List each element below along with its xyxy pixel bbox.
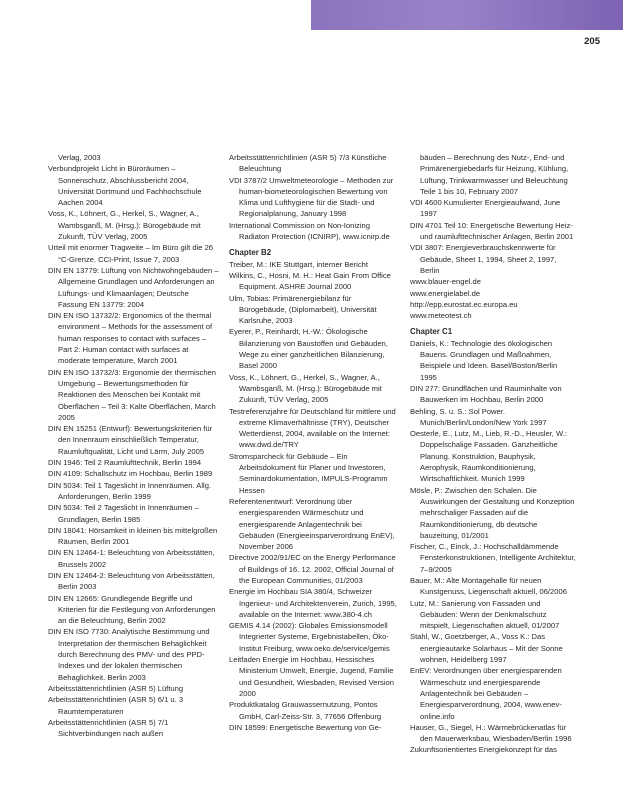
reference-entry: Energie im Hochbau SIA 380/4, Schweizer Ingenieur- und Architektenverein, Zurich, 1995, available on the Internet: www.380-4.ch [229, 587, 397, 619]
reference-entry: Stahl, W., Goetzberger, A., Voss K.: Das energieautarke Solarhaus – Mit der Sonne wohnen, Heidelberg 1997 [410, 632, 563, 665]
reference-entry: Arbeitsstättenrichtlinien (ASR 5) Lüftung [48, 683, 184, 693]
reference-entry: Behling, S. u. S.: Sol Power. Munich/Berlin/London/New York 1997 [410, 406, 547, 427]
reference-entry: International Commission on Non-Ionizing Radiaton Protection (ICNIRP), www.icnirp.de [229, 220, 390, 242]
reference-entry: Arbeitsstättenrichtlinien (ASR 5) 7/1 Sichtverbindungen nach außen [48, 717, 169, 739]
reference-entry: DIN EN ISO 13732/3: Ergonomie der thermischen Umgebung – Bewertungsmethoden für Reaktionen des Menschen bei Kontakt mit Oberflächen – Teil 3: Kalte Oberflächen, March 2005 [48, 367, 216, 422]
reference-entry: DIN EN 13779: Lüftung von Nichtwohngebäuden – Allgemeine Grundlagen und Anforderungen an Lüftungs- und Klimaanlagen; Deutsche Fassung EN 13779: 2004 [48, 265, 219, 309]
reference-entry: DIN EN 12464-2: Beleuchtung von Arbeitsstätten, Berlin 2003 [48, 570, 215, 592]
reference-entry: Fischer, C., Einck, J.: Hochschalldämmende Fensterkonstruktionen, Intelligente Architektur, 7–9/2005 [410, 542, 576, 574]
reference-entry: VDI 4600 Kumulierter Energieaufwand, June 1997 [410, 198, 561, 219]
section-heading: Chapter B2 [229, 248, 272, 258]
reference-entry: Arbeitsstättenrichtlinien (ASR 5) 7/3 Künstliche Beleuchtung [229, 153, 387, 174]
reference-entry: Referentenentwurf: Verordnung über energiesparenden Wärmeschutz und energiesparende Anlagentechnik bei Gebäuden (Energieeinsparverordnung EnEV), November 2006 [229, 496, 395, 552]
reference-entry: DIN 1946: Teil 2 Raumlufttechnik, Berlin 1994 [48, 458, 202, 468]
references-column-middle [229, 152, 397, 733]
section-heading: Chapter C1 [410, 327, 453, 337]
reference-entry: Arbeitsstättenrichtlinien (ASR 5) 6/1 u. 3 Raumtemperaturen [48, 695, 184, 716]
reference-entry: Wilkins, C., Hosni, M. H.: Heat Gain From Office Equipment. ASHRE Journal 2000 [229, 270, 391, 292]
reference-entry: www.blauer-engel.de [410, 277, 481, 287]
reference-entry: Mösle, P.: Zwischen den Schalen. Die Auswirkungen der Gestaltung und Konzeption mehrschaliger Fassaden auf die Raumkonditionierung, db deutsche bauzeitung, 01/2001 [410, 485, 575, 540]
reference-entry: Daniels, K.: Technologie des ökologischen Bauens. Grundlagen und Maßnahmen, Beispiele und Ideen. Basel/Boston/Berlin 1995 [410, 338, 558, 382]
reference-entry: GEMIS 4.14 (2002): Globales Emissionsmodell Integrierter Systeme, Ergebnistabellen, Öko-Institut Freiburg, www.oeko.de/service/gemis [229, 621, 390, 653]
reference-entry: Oesterle, E., Lutz, M., Lieb, R.-D., Heusler, W.: Doppelschalige Fassaden. Ganzheitliche Planung. Konstruktion, Bauphysik, Aerophysik, Raumkonditionierung, Wirtschaftlichkeit. Munich 1999 [410, 429, 567, 484]
reference-entry: Leitfaden Energie im Hochbau, Hessisches Ministerium Umwelt, Energie, Jugend, Familie und Gesundheit, Wiesbaden, Revised Version 2000 [229, 655, 394, 698]
reference-entry: DIN 4109: Schallschutz im Hochbau, Berlin 1989 [48, 469, 213, 479]
reference-entry: Verbundprojekt Licht in Büroräumen – Sonnenschutz, Abschlussbericht 2004, Universität Dortmund und Fachhochschule Aachen 2004 [48, 164, 202, 208]
reference-entry: DIN EN ISO 13732/2: Ergonomics of the thermal environment – Methods for the assessment of human responses to contact with surfaces – Part 2: Human contact with surfaces at moderate temperature, March 2001 [48, 311, 213, 366]
reference-entry: Zukunftsorientiertes Energiekonzept für das [410, 745, 557, 755]
reference-entry: DIN 5034: Teil 2 Tageslicht in Innenräumen – Grundlagen, Berlin 1985 [48, 503, 199, 524]
reference-entry: EnEV: Verordnungen über energiesparenden Wärmeschutz und energiesparende Anlagentechnik bei Gebäuden – Energiesparverordnung, 2004, www.enev-online.info [410, 666, 562, 721]
reference-entry: DIN EN 15251 (Entwurf): Bewertungskriterien für den Innenraum einschließlich Temperatur, Raumluftqualität, Licht und Lärm, July 2005 [48, 424, 213, 456]
reference-entry: Lutz, M.: Sanierung von Fassaden und Gebäuden: Wenn der Denkmalschutz mitspielt, Liegenschaften aktuell, 01/2007 [410, 598, 560, 631]
reference-entry: Verlag, 2003 [58, 153, 101, 162]
reference-entry: Ulm, Tobias: Primärenergiebilanz für Bürogebäude, (Diplomarbeit), Universität Karlsruhe, 2003 [229, 293, 377, 326]
reference-entry: http://epp.eurostat.ec.europa.eu [410, 299, 518, 309]
reference-entry: Testreferenzjahre für Deutschland für mittlere und extreme Klimaverhältnisse (TRY), Deutscher Wetterdienst, 2004, available on the Internet: www.dwd.de/TRY [229, 406, 396, 450]
reference-entry: VDI 3787/2 Umweltmeteorologie – Methoden zur human-biometeorologischen Bewertung von Klima und Lufthygiene für die Stadt- und Regionalplanung, January 1998 [229, 175, 394, 219]
reference-entry: bäuden – Berechnung des Nutz-, End- und Primärenergiebedarfs für Heizung, Kühlung, Lüftung, Trinkwarmwasser und Beleuchtung Teile 1 bis 10, February 2007 [420, 153, 569, 196]
reference-entry: Treiber, M.: IKE Stuttgart, interner Bericht [229, 259, 368, 269]
reference-entry: DIN EN 12464-1: Beleuchtung von Arbeitsstätten, Brussels 2002 [48, 548, 215, 569]
references-column-left [48, 152, 220, 739]
references-column-right [410, 152, 576, 756]
reference-entry: Produktkatalog Grauwassernutzung, Pontos GmbH, Carl-Zeiss-Str. 3, 77656 Offenburg [229, 700, 382, 721]
reference-entry: DIN EN 12665: Grundlegende Begriffe und Kriterien für die Festlegung von Anforderungen an die Beleuchtung, Berlin 2002 [48, 593, 216, 626]
reference-entry: Urteil mit enormer Tragweite – Im Büro gilt die 26 °C-Grenze. CCI-Print, Issue 7, 2003 [48, 243, 214, 264]
reference-entry: Eyerer, P., Reinhardt, H.-W.: Ökologische Bilanzierung von Baustoffen und Gebäuden, Wege zu einer ganzheitlichen Bilanzierung, Basel 2000 [229, 327, 388, 371]
reference-entry: Hauser, G., Siegel, H.: Wärmebrückenatlas für den Mauerwerksbau, Wiesbaden/Berlin 1996 [410, 722, 572, 744]
reference-entry: www.meteotest.ch [410, 311, 472, 321]
reference-entry: DIN 5034: Teil 1 Tageslicht in Innenräumen. Allg. Anforderungen, Berlin 1999 [48, 480, 212, 501]
reference-entry: VDI 3807: Energieverbrauchskennwerte für Gebäude, Sheet 1, 1994, Sheet 2, 1997, Berlin [410, 243, 557, 275]
reference-entry: DIN 18599: Energetische Bewertung von Ge- [229, 722, 382, 732]
header-color-band [311, 0, 623, 30]
reference-entry: Stromsparcheck für Gebäude – Ein Arbeitsdokument für Planer und Investoren, Seminardokumentation, IMPULS-Programm Hessen [229, 451, 388, 495]
reference-entry: Bauer, M.: Alte Montagehalle für neuen Kunstgenuss, Liegenschaft aktuell, 06/2006 [410, 575, 567, 597]
reference-entry: DIN EN ISO 7730: Analytische Bestimmung und Interpretation der thermischen Behaglichkeit durch Berechnung des PMV- und des PPD-Indexes und der lokalen thermischen Behaglichkeit. Berlin 2003 [48, 627, 210, 682]
reference-entry: DIN 4701 Teil 10: Energetische Bewertung Heiz- und raumlufttechnischer Anlagen, Berlin 2001 [410, 220, 574, 242]
reference-entry: Voss, K., Löhnert, G., Herkel, S., Wagner, A., Wambsganß, M. (Hrsg.): Bürogebäude mit Zukunft, TÜV Verlag, 2005 [48, 209, 201, 242]
reference-entry: DIN 277: Grundflächen und Rauminhalte von Bauwerken im Hochbau, Berlin 2000 [410, 383, 562, 405]
reference-entry: Voss, K., Löhnert, G., Herkel, S., Wagner, A., Wambsganß, M. (Hrsg.): Bürogebäude mit Zukunft, TÜV Verlag, 2005 [229, 372, 382, 405]
reference-entry: Directive 2002/91/EC on the Energy Performance of Buildings of 16. 12. 2002, Official Journal of the European Communities, 01/2003 [229, 553, 396, 585]
page-number: 205 [584, 36, 600, 47]
reference-entry: DIN 18041: Hörsamkeit in kleinen bis mittelgroßen Räumen, Berlin 2001 [48, 525, 218, 547]
reference-entry: www.energielabel.de [410, 288, 481, 298]
